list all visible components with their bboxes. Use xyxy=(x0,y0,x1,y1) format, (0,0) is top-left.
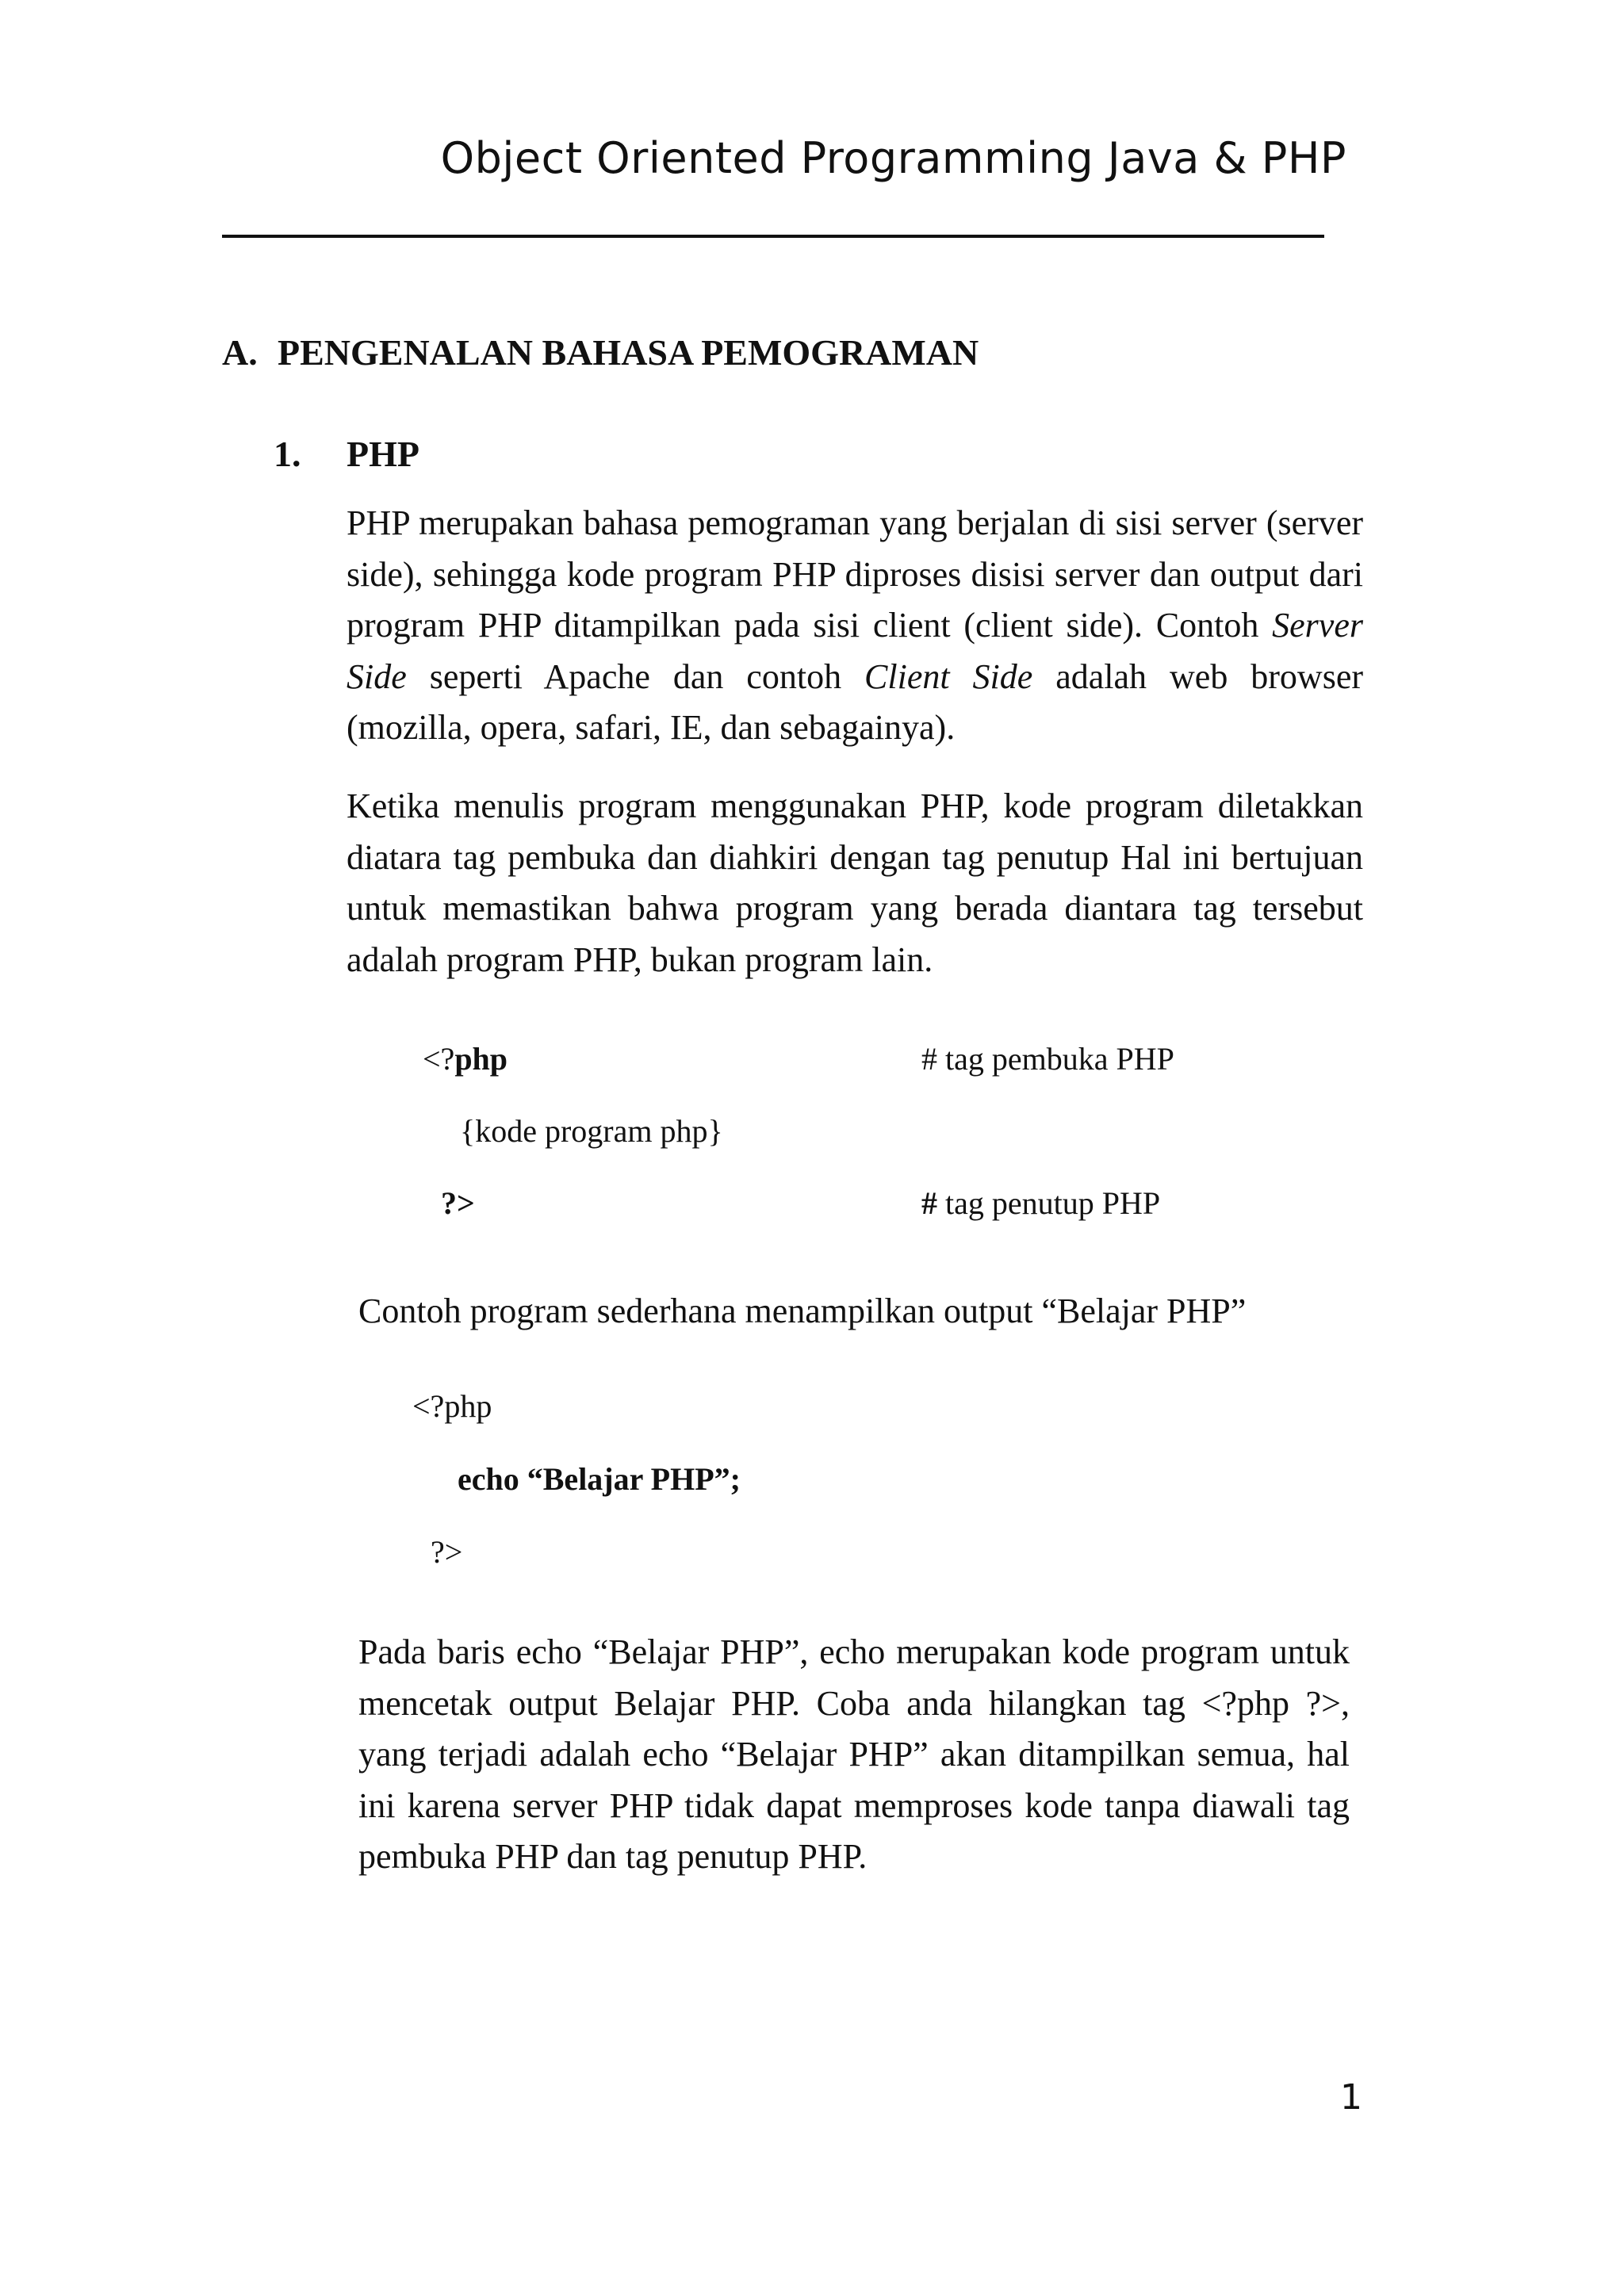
code2-close: ?> xyxy=(431,1534,463,1570)
subsection-number: 1. xyxy=(274,434,301,474)
client-side-term: Client Side xyxy=(864,656,1033,696)
subsection-title: PHP xyxy=(347,434,419,474)
paragraph-echo-explanation: Pada baris echo “Belajar PHP”, echo merupakan kode program untuk mencetak output Belajar PHP. Coba anda hilangkan tag <?php ?>, yang terjadi adalah echo “Belajar PHP” akan ditampilkan semua, hal ini karena server PHP tidak dapat memproses kode tanpa diawali tag pembuka PHP dan tag penutup PHP. xyxy=(358,1632,1350,1876)
code-open-lt: <? xyxy=(423,1041,455,1077)
paragraph-php-intro xyxy=(347,498,1363,754)
paragraph-php-tags: Ketika menulis program menggunakan PHP, kode program diletakkan diatara tag pembuka dan diahkiri dengan tag penutup Hal ini bertujuan untuk memastikan bahwa program yang berada diantara tag tersebut adalah program PHP, bukan program lain. xyxy=(347,786,1363,979)
header-rule xyxy=(222,235,1324,238)
section-title: PENGENALAN BAHASA PEMOGRAMAN xyxy=(278,332,979,373)
code2-open: <?php xyxy=(412,1388,492,1424)
code-close-comment xyxy=(921,1184,1160,1222)
code-close-tag: ?> xyxy=(441,1185,475,1221)
code-body: {kode program php} xyxy=(460,1113,723,1149)
paragraph-text: seperti Apache dan contoh xyxy=(406,656,865,696)
paragraph-text: PHP merupakan bahasa pemograman yang berjalan di sisi server (server side), sehingga kode program PHP diproses disisi server dan output dari program PHP ditampilkan pada sisi client (client side). Contoh xyxy=(347,503,1363,645)
code-close-comment-text: tag penutup PHP xyxy=(937,1185,1161,1221)
running-header-title: Object Oriented Programming Java & PHP xyxy=(440,133,1346,183)
subsection-heading xyxy=(274,433,419,475)
paragraph-example-intro: Contoh program sederhana menampilkan output “Belajar PHP” xyxy=(358,1292,1247,1330)
code2-echo: echo “Belajar PHP”; xyxy=(458,1461,741,1497)
section-heading xyxy=(222,331,979,373)
code-open-tag xyxy=(423,1040,508,1077)
section-number: A. xyxy=(222,332,258,373)
code-close-hash: # xyxy=(921,1185,937,1221)
server-side-term: Server Side xyxy=(347,606,1363,696)
page-number: 1 xyxy=(1340,2077,1362,2118)
paragraph-text: adalah web browser (mozilla, opera, safari, IE, dan sebagainya). xyxy=(347,656,1363,747)
code-open-php: php xyxy=(454,1041,508,1077)
code-open-comment: # tag pembuka PHP xyxy=(921,1041,1174,1077)
